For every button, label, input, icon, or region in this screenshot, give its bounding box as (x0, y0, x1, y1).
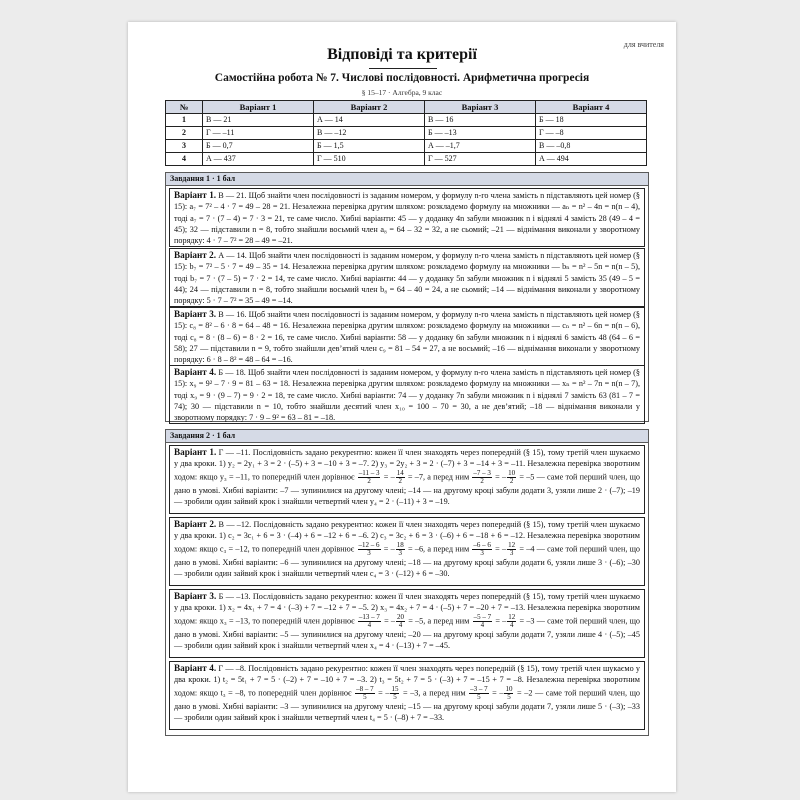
fraction: $\frac{-13 - 7}{4}$ (358, 612, 380, 629)
variant-label: Варіант 3. (174, 591, 217, 601)
variant-label: Варіант 4. (174, 663, 217, 673)
variant-label: Варіант 2. (174, 250, 217, 260)
variant-text: Г — –11. Послідовність задано рекурентно: кожен її член знаходять через попередній (§ 15), тому третій член шукаємо у два кроки. 1) y₂ = 2y₁ + 3 = 2 · (–5) + 3 = –10 + 3 = –7. 2) y₃ = 2y₂ + 3 = 2 · (–7) + 3 = –14 + 3 = –11. Незалежна перевірка зворотним ходом: якщо y₃ = –11, то попередній член дорівнює (174, 448, 641, 481)
variant-label: Варіант 1. (174, 190, 217, 200)
teacher-note: для вчителя (623, 40, 664, 49)
task1-section (165, 172, 649, 422)
task1-header: Завдання 1 · 1 бал (166, 173, 648, 186)
variant-label: Варіант 2. (174, 519, 217, 529)
task2-variant1: Варіант 1. Г — –11. Послідовність задано рекурентно: кожен її член знаходять через попередній (§ 15), тому третій член шукаємо у два кроки. 1) y₂ = 2y₁ + 3 = 2 · (–5) + 3 = –10 + 3 = –7. 2) y₃ = 2y₂ + 3 = 2 · (–7) + 3 = –14 + 3 = –11. Незалежна перевірка зворотним ходом: якщо y₃ = –11, то попередній член дорівнює $\frac{-11 - 3}{2}$ = – $\frac{14}{2}$ = –7, а перед ним $\frac{-7 - 3}{2}$ = – $\frac{10}{2}$ = –5 — саме той перший член, що дано в умові. Хибні варіанти: –7 — зупинилися на другому члені; –14 — на другому кроці забули додати 3, узяли лише 2 · (–7); –19 — зробили один зайвий крок і знайшли четвертий член y₄ = 2 · (–11) + 3 = –19. (169, 445, 645, 514)
table-cell: Б — –13 (425, 127, 536, 140)
task2-variant4: Варіант 4. Г — –8. Послідовність задано рекурентно: кожен її член знаходять через попередній (§ 15), тому третій член шукаємо у два кроки. 1) t₂ = 5t₁ + 7 = 5 · (–2) + 7 = –10 + 7 = –3. 2) t₃ = 5t₂ + 7 = 5 · (–3) + 7 = –15 + 7 = –8. Незалежна перевірка зворотним ходом: якщо t₃ = –8, то попередній член дорівнює $\frac{-8 - 7}{5}$ = – $\frac{15}{5}$ = –3, а перед ним $\frac{-3 - 7}{5}$ = – $\frac{10}{5}$ = –2 — саме той перший член, що дано в умові. Хибні варіанти: –3 — зупинилися на другому члені; –15 — на другому кроці забули додати 7, узяли лише 5 · (–3); –33 — зробили один зайвий крок і знайшли четвертий член t₄ = 5 · (–8) + 7 = –33. (169, 661, 645, 730)
table-row (166, 153, 647, 166)
table-cell: В — –12 (314, 127, 425, 140)
table-cell: Г — –8 (536, 127, 647, 140)
table-cell: Б — 0,7 (203, 140, 314, 153)
fraction: $\frac{-3 - 7}{5}$ (470, 684, 488, 701)
task1-variant2 (169, 248, 645, 307)
table-row (166, 114, 647, 127)
column-header: Варіант 3 (425, 101, 536, 114)
variant-text: В — –12. Послідовність задано рекурентно: кожен її член знаходять через попередній (§ 15), тому третій член шукаємо у два кроки. 1) c₂ = 3c₁ + 6 = 3 · (–4) + 6 = –12 + 6 = –6. 2) c₃ = 3c₂ + 6 = 3 · (–6) + 6 = –18 + 6 = –12. Незалежна перевірка зворотним ходом: якщо c₃ = –12, то попередній член дорівнює (174, 520, 640, 553)
task2-header: Завдання 2 · 1 бал (166, 430, 648, 443)
table-cell: Б — 1,5 (314, 140, 425, 153)
variant-label: Варіант 4. (174, 367, 217, 377)
variant-text: В — 16. Щоб знайти член послідовності із заданим номером, у формулу n-го члена замість n підставляють цей номер (§ 15): c₈ = 8² – 6 · 8 = 64 – 48 = 16. Незалежна перевірка другим шляхом: розкладемо формулу на множники — cₙ = n² – 6n = n(n – 6), тоді c₈ = 8 · (8 – 6) = 8 · 2 = 16, те саме число. Хибні варіанти: 58 — у доданку 6n забули множник n і віднялі 6 замість 48 (64 – 6 = 58); 27 — підставили n = 9, тобто знайшли дев’ятий член c₉ = 81 – 54 = 27, а не восьмий; –16 — віднімання виконали у зворотному порядку: 6 · 8 – 8² = 48 – 64 = –16. (174, 310, 640, 365)
column-header: № (166, 101, 203, 114)
table-cell: Г — 510 (314, 153, 425, 166)
table-cell: 3 (166, 140, 203, 153)
variant-text: А — 14. Щоб знайти член послідовності із заданим номером, у формулу n-го члена замість n підставляють цей номер (§ 15): b₇ = 7² – 5 · 7 = 49 – 35 = 14. Незалежна перевірка другим шляхом: розкладемо формулу на множники — bₙ = n² – 5n = n(n – 5), тоді b₇ = 7 · (7 – 5) = 7 · 2 = 14, те саме число. Хибні варіанти: 44 — у доданку 5n забули множник n і віднялі 5 замість 35 (49 – 5 = 44); 24 — підставили n = 8, тобто знайшли восьмий член b₈ = 64 – 40 = 24, а не сьомий; –14 — віднімання виконали у зворотному порядку: 5 · 7 – 7² = 35 – 49 = –14. (174, 251, 640, 306)
variant-text: Б — 18. Щоб знайти член послідовності із заданим номером, у формулу n-го члена замість n підставляють цей номер (§ 15): x₉ = 9² – 7 · 9 = 81 – 63 = 18. Незалежна перевірка другим шляхом: розкладемо формулу на множники — xₙ = n² – 7n = n(n – 7), тоді x₉ = 9 · (9 – 7) = 9 · 2 = 18, те саме число. Хибні варіанти: 74 — у доданку 7n забули множник n і віднялі 7 замість 63 (81 – 7 = 74); 30 — підставили n = 10, тобто знайшли десятий член x₁₀ = 100 – 70 = 30, а не дев’ятий; –18 — віднімання виконали у зворотному порядку: 7 · 9 – 9² = 63 – 81 = –18. (174, 368, 640, 423)
fraction: $\frac{-5 - 7}{4}$ (473, 612, 492, 629)
task1-variant3 (169, 307, 645, 366)
table-cell: 4 (166, 153, 203, 166)
variant-label: Варіант 1. (174, 447, 217, 457)
fraction: $\frac{14}{2}$ (396, 468, 404, 485)
table-row (166, 127, 647, 140)
answer-key-header-row (166, 101, 647, 114)
table-cell: Г — 527 (425, 153, 536, 166)
task1-variant4 (169, 365, 645, 424)
table-cell: А — 437 (203, 153, 314, 166)
page-title: Відповіді та критерії (327, 46, 477, 63)
fraction: $\frac{15}{5}$ (391, 684, 399, 701)
variant-text: Г — –8. Послідовність задано рекурентно: кожен її член знаходять через попередній (§ 15), тому третій член шукаємо у два кроки. 1) t₂ = 5t₁ + 7 = 5 · (–2) + 7 = –10 + 7 = –3. 2) t₃ = 5t₂ + 7 = 5 · (–3) + 7 = –15 + 7 = –8. Незалежна перевірка зворотним ходом: якщо t₃ = –8, то попередній член дорівнює (174, 664, 640, 697)
table-cell: Г — –11 (203, 127, 314, 140)
table-cell: А — 14 (314, 114, 425, 127)
fraction: $\frac{18}{3}$ (396, 540, 404, 557)
fraction: $\frac{10}{2}$ (508, 468, 516, 485)
task1-variant1 (169, 188, 645, 247)
answer-key-table (165, 100, 647, 166)
task2-variant2: Варіант 2. В — –12. Послідовність задано рекурентно: кожен її член знаходять через попередній (§ 15), тому третій член шукаємо у два кроки. 1) c₂ = 3c₁ + 6 = 3 · (–4) + 6 = –12 + 6 = –6. 2) c₃ = 3c₂ + 6 = 3 · (–6) + 6 = –18 + 6 = –12. Незалежна перевірка зворотним ходом: якщо c₃ = –12, то попередній член дорівнює $\frac{-12 - 6}{3}$ = – $\frac{18}{3}$ = –6, а перед ним $\frac{-6 - 6}{3}$ = – $\frac{12}{3}$ = –4 — саме той перший член, що дано в умові. Хибні варіанти: –6 — зупинилися на другому члені; –18 — на другому кроці забули додати 6, узяли лише 3 · (–6); –30 — зробили один зайвий крок і знайшли четвертий член c₄ = 3 · (–12) + 6 = –30. (169, 517, 645, 586)
fraction: $\frac{-11 - 3}{2}$ (358, 468, 380, 485)
table-cell: В — 16 (425, 114, 536, 127)
variant-text: Б — –13. Послідовність задано рекурентно: кожен її член знаходять через попередній (§ 15), тому третій член шукаємо у два кроки. 1) x₂ = 4x₁ + 7 = 4 · (–3) + 7 = –12 + 7 = –5. 2) x₃ = 4x₂ + 7 = 4 · (–5) + 7 = –20 + 7 = –13. Незалежна перевірка зворотним ходом: якщо x₃ = –13, то попередній член дорівнює (174, 592, 640, 625)
variant-label: Варіант 3. (174, 309, 217, 319)
table-row (166, 140, 647, 153)
page-subtitle: Самостійна робота № 7. Числові послідовності. Арифметична прогресія (214, 72, 590, 84)
fraction: $\frac{20}{4}$ (397, 612, 405, 629)
table-cell: А — –1,7 (425, 140, 536, 153)
fraction: $\frac{10}{5}$ (505, 684, 513, 701)
table-cell: В — –0,8 (536, 140, 647, 153)
table-cell: А — 494 (536, 153, 647, 166)
column-header: Варіант 1 (203, 101, 314, 114)
table-cell: В — 21 (203, 114, 314, 127)
table-cell: 1 (166, 114, 203, 127)
column-header: Варіант 2 (314, 101, 425, 114)
worksheet-page (128, 22, 676, 792)
fraction: $\frac{-6 - 6}{3}$ (473, 540, 491, 557)
title-underline (369, 68, 437, 69)
fraction: $\frac{-7 - 3}{2}$ (473, 468, 491, 485)
column-header: Варіант 4 (536, 101, 647, 114)
table-cell: Б — 18 (536, 114, 647, 127)
fraction: $\frac{12}{3}$ (508, 540, 516, 557)
task2-variant3: Варіант 3. Б — –13. Послідовність задано рекурентно: кожен її член знаходять через попередній (§ 15), тому третій член шукаємо у два кроки. 1) x₂ = 4x₁ + 7 = 4 · (–3) + 7 = –12 + 7 = –5. 2) x₃ = 4x₂ + 7 = 4 · (–5) + 7 = –20 + 7 = –13. Незалежна перевірка зворотним ходом: якщо x₃ = –13, то попередній член дорівнює $\frac{-13 - 7}{4}$ = – $\frac{20}{4}$ = –5, а перед ним $\frac{-5 - 7}{4}$ = – $\frac{12}{4}$ = –3 — саме той перший член, що дано в умові. Хибні варіанти: –5 — зупинилися на другому члені; –20 — на другому кроці забули додати 7, узяли лише 4 · (–5); –45 — зробили один зайвий крок і знайшли четвертий член x₄ = 4 · (–13) + 7 = –45. (169, 589, 645, 658)
fraction: $\frac{-8 - 7}{5}$ (356, 684, 374, 701)
fraction: $\frac{-12 - 6}{3}$ (358, 540, 380, 557)
table-cell: 2 (166, 127, 203, 140)
fraction: $\frac{12}{4}$ (508, 612, 516, 629)
page-meta: § 15–17 · Алгебра, 9 клас (361, 88, 443, 97)
variant-text: В — 21. Щоб знайти член послідовності із заданим номером, у формулу n-го члена замість n підставляють цей номер (§ 15): a₇ = 7² – 4 · 7 = 49 – 28 = 21. Незалежна перевірка другим шляхом: розкладемо формулу на множники — aₙ = n² – 4n = n(n – 4), тоді a₇ = 7 · (7 – 4) = 7 · 3 = 21, те саме число. Хибні варіанти: 45 — у доданку 4n забули множник n і віднялі 4 замість 28 (49 – 4 = 45); 32 — підставили n = 8, тобто знайшли восьмий член a₈ = 64 – 32 = 32, а не сьомий; –21 — віднімання виконали у зворотному порядку: 4 · 7 – 7² = 28 – 49 = –21. (174, 191, 640, 246)
task2-section (165, 429, 649, 736)
